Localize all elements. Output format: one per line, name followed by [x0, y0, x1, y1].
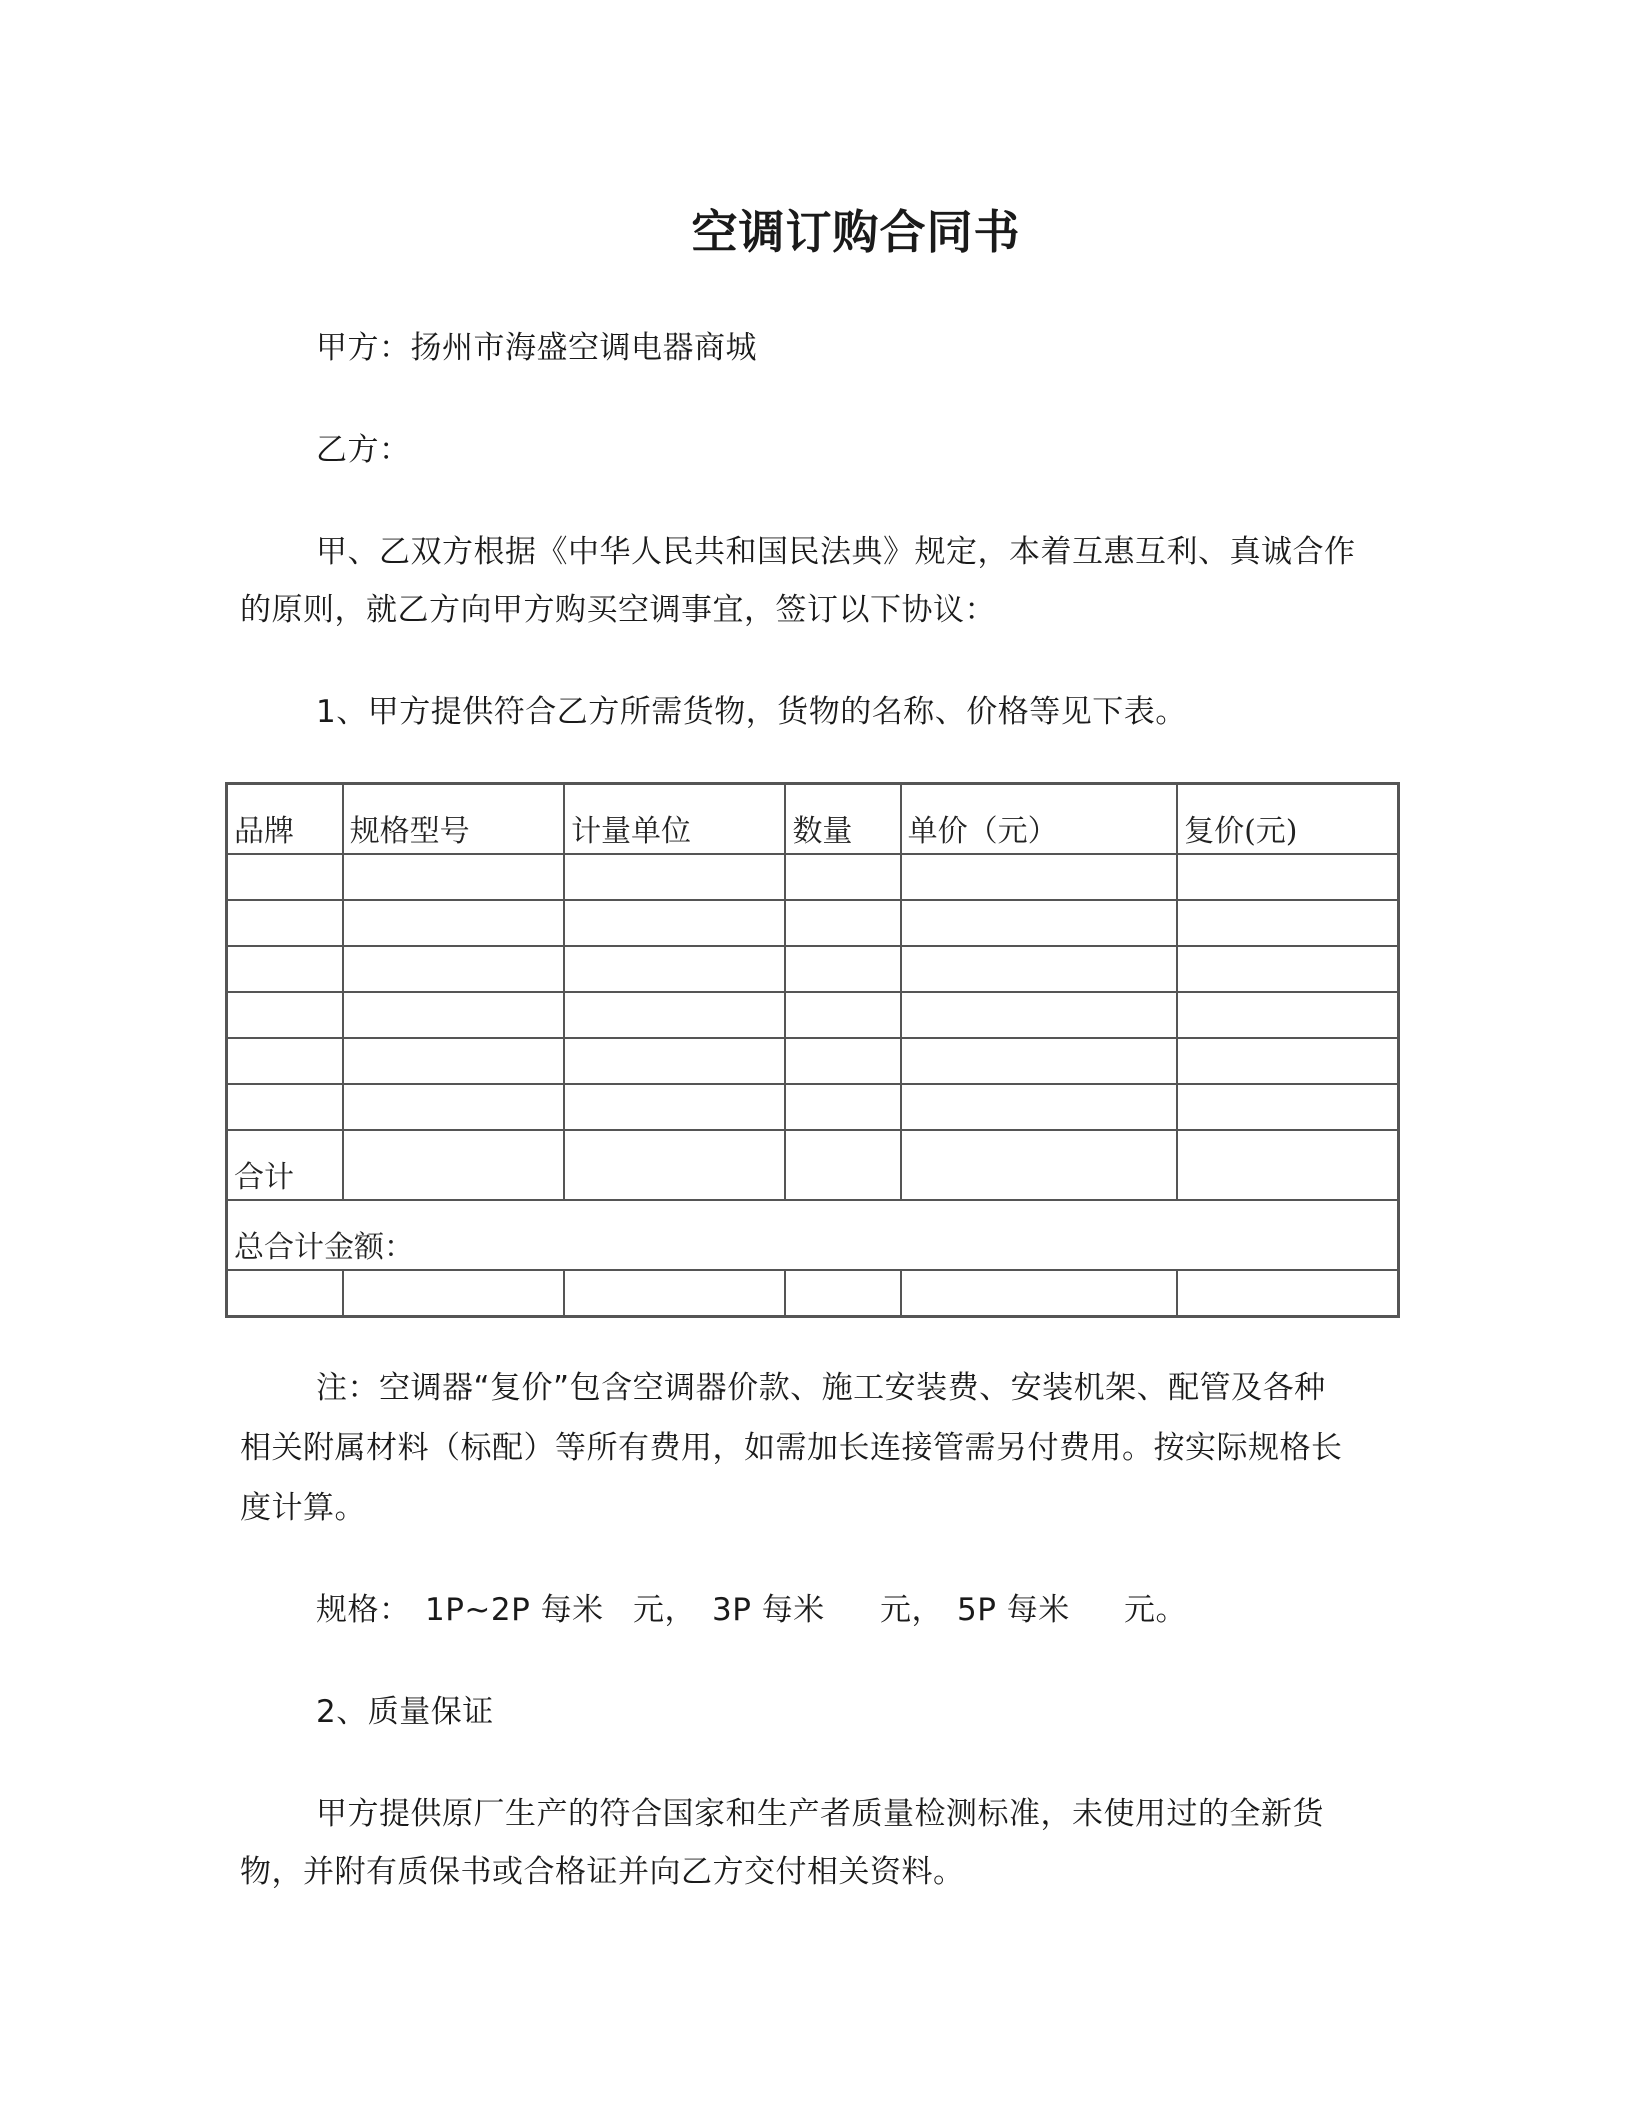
- spec-unit-3: 元。: [1124, 1592, 1187, 1628]
- table-row: [227, 854, 1399, 900]
- header-subtotal: 复价(元): [1177, 784, 1398, 855]
- table-row: [227, 1038, 1399, 1084]
- table-sum-row: [227, 1130, 1399, 1200]
- spec-item-2: 3P 每米: [712, 1592, 825, 1628]
- spec-item-3: 5P 每米: [957, 1592, 1070, 1628]
- note-line-2: 相关附属材料（标配）等所有费用，如需加长连接管需另付费用。按实际规格长: [240, 1430, 1343, 1466]
- header-quantity: 数量: [785, 784, 900, 855]
- table-header-row: [227, 784, 1399, 855]
- sum-label: 合计: [227, 1130, 343, 1200]
- preamble-line-2: 的原则，就乙方向甲方购买空调事宜，签订以下协议：: [240, 592, 996, 628]
- table-row: [227, 1270, 1399, 1317]
- note-line-1: 注：空调器“复价”包含空调器价款、施工安装费、安装机架、配管及各种: [316, 1370, 1326, 1406]
- party-a: 甲方：扬州市海盛空调电器商城: [316, 330, 757, 366]
- header-unit: 计量单位: [564, 784, 785, 855]
- table-row: [227, 1084, 1399, 1130]
- header-unit-price: 单价（元）: [901, 784, 1177, 855]
- table-row: [227, 946, 1399, 992]
- goods-table: [225, 782, 1400, 1318]
- party-b: 乙方：: [316, 432, 411, 468]
- spec-unit-1: 元，: [633, 1592, 696, 1628]
- clause-1: 1、甲方提供符合乙方所需货物，货物的名称、价格等见下表。: [316, 694, 1187, 730]
- spec-item-1: 1P~2P 每米: [425, 1592, 604, 1628]
- clause-2: 2、质量保证: [316, 1694, 494, 1730]
- header-brand: 品牌: [227, 784, 343, 855]
- document-title: 空调订购合同书: [691, 205, 1021, 259]
- note-line-3: 度计算。: [240, 1490, 366, 1526]
- table-row: [227, 900, 1399, 946]
- table-total-row: [227, 1200, 1399, 1270]
- header-model: 规格型号: [343, 784, 564, 855]
- preamble-line-1: 甲、乙双方根据《中华人民共和国民法典》规定，本着互惠互利、真诚合作: [316, 534, 1356, 570]
- quality-line-2: 物，并附有质保书或合格证并向乙方交付相关资料。: [240, 1854, 965, 1890]
- spec-label: 规格：: [316, 1592, 411, 1628]
- table-row: [227, 992, 1399, 1038]
- total-amount-label: 总合计金额：: [227, 1200, 1399, 1270]
- quality-line-1: 甲方提供原厂生产的符合国家和生产者质量检测标准，未使用过的全新货: [316, 1796, 1324, 1832]
- spec-unit-2: 元，: [880, 1592, 943, 1628]
- spec-line: [0, 1584, 1632, 1628]
